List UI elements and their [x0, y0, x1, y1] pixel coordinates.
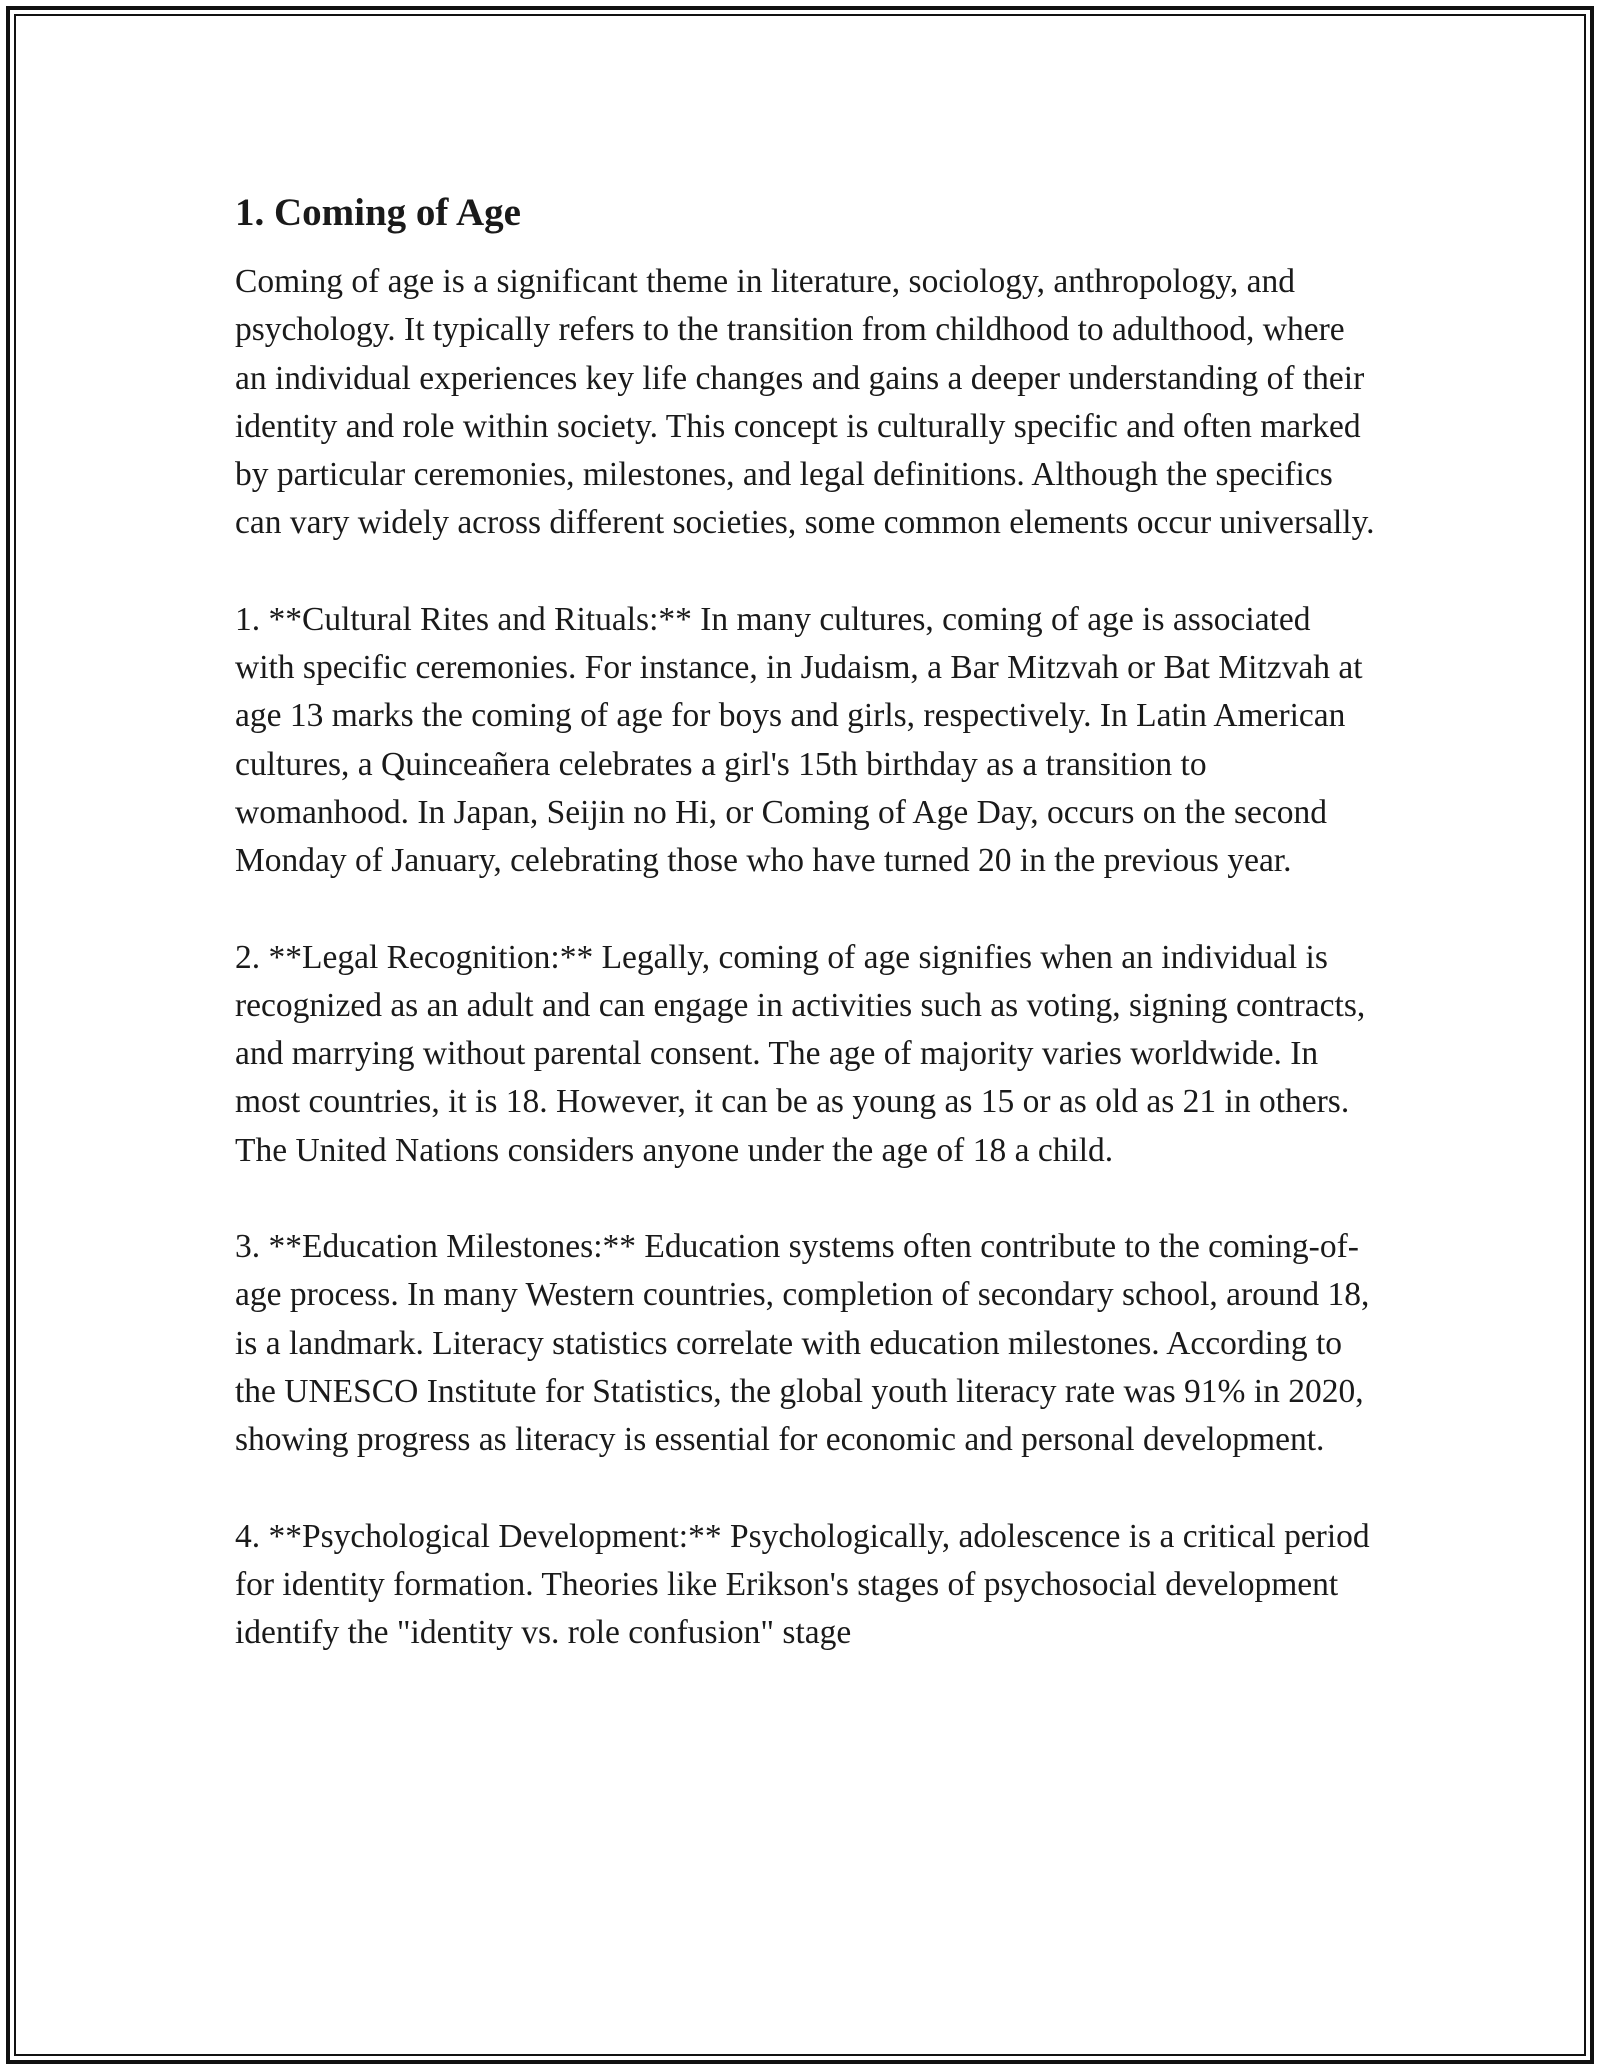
education-milestones-paragraph: 3. **Education Milestones:** Education systems often contribute to the coming-of-age process. In many Western countries, completion of secondary school, around 18, is a landmark. Literacy statistics correlate with education milestones. According to the UNESCO Institute for Statistics, the global youth literacy rate was 91% in 2020, showing progress as literacy is essential for economic and personal development.	[235, 1228, 1370, 1459]
intro-paragraph: Coming of age is a significant theme in literature, sociology, anthropology, and psychology. It typically refers to the transition from childhood to adulthood, where an individual experiences key life changes and gains a deeper understanding of their identity and role within society. This concept is culturally specific and often marked by particular ceremonies, milestones, and legal definitions. Although the specifics can vary widely across different societies, some common elements occur universally.	[235, 263, 1375, 542]
section-heading: 1. Coming of Age	[235, 191, 521, 234]
psychological-development-paragraph: 4. **Psychological Development:** Psychologically, adolescence is a critical period for identity formation. Theories like Erikson's stages of psychosocial development identify the "identity vs. role confusion" stage	[235, 1517, 1370, 1652]
cultural-rites-paragraph: 1. **Cultural Rites and Rituals:** In many cultures, coming of age is associated with specific ceremonies. For instance, in Judaism, a Bar Mitzvah or Bat Mitzvah at age 13 marks the coming of age for boys and girls, respectively. In Latin American cultures, a Quinceañera celebrates a girl's 15th birthday as a transition to womanhood. In Japan, Seijin no Hi, or Coming of Age Day, occurs on the second Monday of January, celebrating those who have turned 20 in the previous year.	[235, 600, 1363, 880]
document-body	[235, 185, 1375, 1705]
legal-recognition-paragraph: 2. **Legal Recognition:** Legally, coming of age signifies when an individual is recognized as an adult and can engage in activities such as voting, signing contracts, and marrying without parental consent. The age of majority varies worldwide. In most countries, it is 18. However, it can be as young as 15 or as old as 21 in others. The United Nations considers anyone under the age of 18 a child.	[235, 938, 1366, 1169]
